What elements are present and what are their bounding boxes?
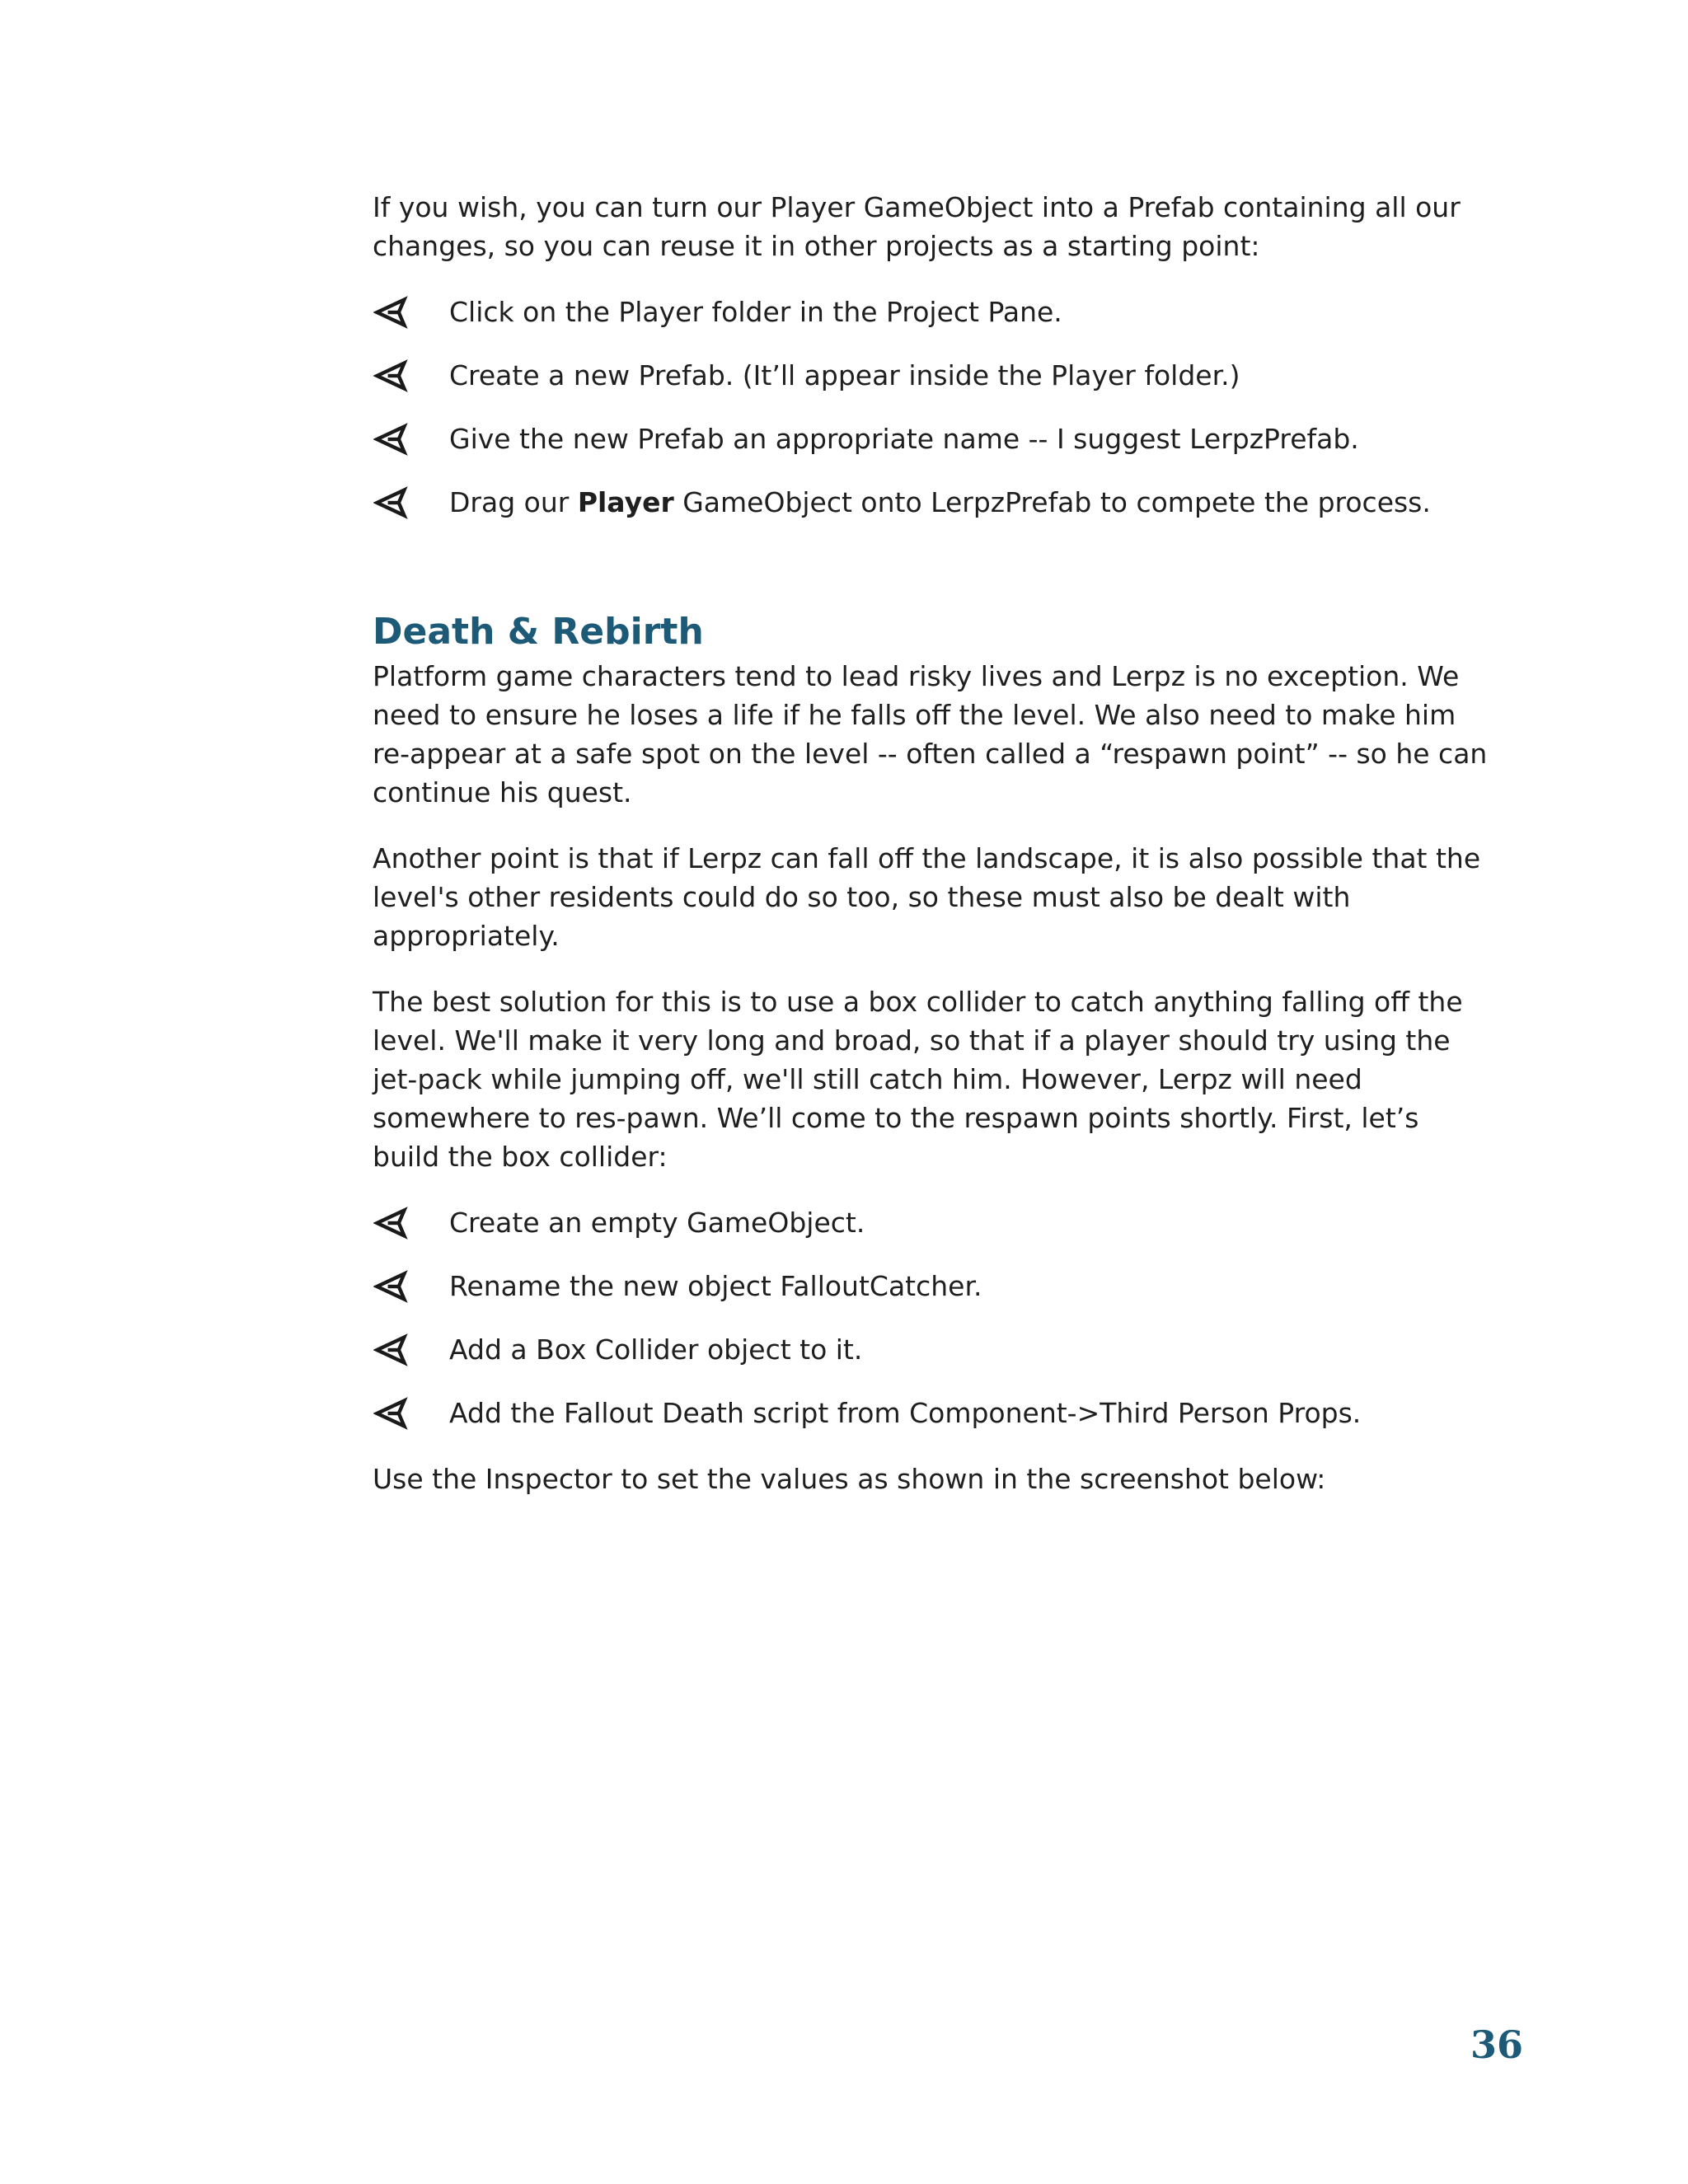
unity-logo-icon [373, 420, 410, 458]
step-text: Add a Box Collider object to it. [449, 1333, 863, 1366]
collider-steps-list [373, 1203, 1493, 1432]
closing-paragraph: Use the Inspector to set the values as shown in the screenshot below: [373, 1463, 1326, 1495]
unity-logo-icon [373, 357, 410, 395]
step-text: Click on the Player folder in the Project Pane. [449, 296, 1062, 328]
list-item [373, 293, 1493, 331]
unity-logo-icon [373, 1331, 410, 1369]
prefab-steps-list [373, 293, 1493, 522]
list-item [373, 356, 1493, 395]
list-item [373, 419, 1493, 458]
unity-logo-icon [373, 293, 410, 331]
unity-logo-icon [373, 1268, 410, 1305]
step-text [449, 483, 1431, 522]
unity-logo-icon [373, 484, 410, 522]
body-paragraph: Platform game characters tend to lead risky lives and Lerpz is no exception. We need to ensure he loses a life if he falls off the level. We also need to make him re-appear at a safe spot on the level -- often called a “respawn point” -- so he can continue his quest. [373, 660, 1488, 808]
page-content [373, 188, 1493, 1526]
unity-logo-icon [373, 1394, 410, 1432]
list-item [373, 483, 1493, 522]
step-text-bold: Player [577, 486, 674, 518]
step-text: Create a new Prefab. (It’ll appear inside the Player folder.) [449, 359, 1240, 391]
intro-paragraph: If you wish, you can turn our Player GameObject into a Prefab containing all our changes, so you can reuse it in other projects as a starting point: [373, 191, 1461, 262]
list-item [373, 1394, 1493, 1432]
list-item [373, 1203, 1493, 1242]
step-text: Create an empty GameObject. [449, 1207, 865, 1239]
body-paragraph: The best solution for this is to use a box collider to catch anything falling off the level. We'll make it very long and broad, so that if a player should try using the jet-pack while jumping off, we'll still catch him. However, Lerpz will need somewhere to res-pawn. We’ll come to the respawn points shortly. First, let’s build the box collider: [373, 986, 1463, 1173]
section-heading: Death & Rebirth [373, 611, 704, 653]
list-item [373, 1267, 1493, 1305]
step-text-suffix: GameObject onto LerpzPrefab to compete the process. [673, 486, 1431, 518]
step-text: Add the Fallout Death script from Component->Third Person Props. [449, 1397, 1362, 1429]
step-text-prefix: Drag our [449, 486, 578, 518]
page-number: 36 [1470, 2022, 1523, 2067]
body-paragraph: Another point is that if Lerpz can fall off the landscape, it is also possible that the level's other residents could do so too, so these must also be dealt with appropriately. [373, 842, 1481, 952]
unity-logo-icon [373, 1204, 410, 1242]
step-text: Give the new Prefab an appropriate name -- I suggest LerpzPrefab. [449, 423, 1359, 455]
step-text: Rename the new object FalloutCatcher. [449, 1270, 982, 1302]
list-item [373, 1330, 1493, 1369]
